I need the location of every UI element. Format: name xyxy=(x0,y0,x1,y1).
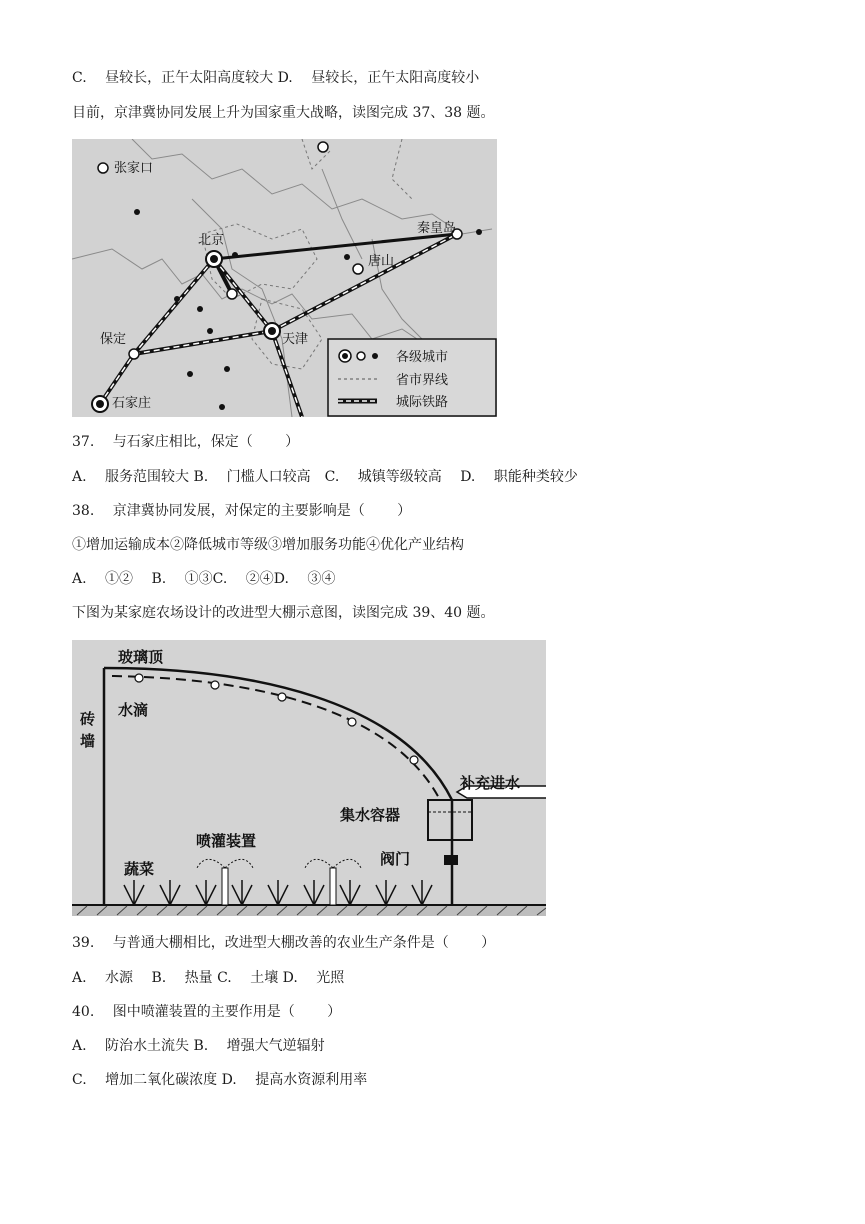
label-baoding: 保定 xyxy=(100,332,127,347)
question-40: 40. 图中喷灌装置的主要作用是（ ） xyxy=(72,1004,342,1020)
label-wall: 墙 xyxy=(80,732,96,750)
legend-railway: 城际铁路 xyxy=(396,395,449,410)
question-37: 37. 与石家庄相比，保定（ ） xyxy=(72,434,300,450)
vegetable-plants xyxy=(124,880,432,905)
greenhouse-diagram xyxy=(72,640,546,916)
label-zhangjiakou: 张家口 xyxy=(114,161,154,176)
options-40-ab: A. 防治水土流失 B. 增强大气逆辐射 xyxy=(72,1038,325,1054)
label-brick: 砖 xyxy=(80,710,96,728)
label-tianjin: 天津 xyxy=(282,332,309,347)
greenhouse-figure xyxy=(72,640,546,916)
options-39: A. 水源 B. 热量 C. 土壤 D. 光照 xyxy=(72,970,345,986)
label-qinhuangdao: 秦皇岛 xyxy=(417,221,457,236)
label-beijing: 北京 xyxy=(198,233,225,248)
label-water-drops: 水滴 xyxy=(118,701,149,719)
jingjinji-map-figure xyxy=(72,139,497,417)
options-38: A. ①② B. ①③C. ②④D. ③④ xyxy=(72,571,336,587)
label-valve: 阀门 xyxy=(380,850,411,868)
label-water-container: 集水容器 xyxy=(340,806,401,824)
label-tangshan: 唐山 xyxy=(368,254,395,269)
option-line-c-d: C. 昼较长，正午太阳高度较大 D. 昼较长，正午太阳高度较小 xyxy=(72,70,480,86)
label-vegetables: 蔬菜 xyxy=(124,860,155,878)
label-sprinkler: 喷灌装置 xyxy=(196,832,257,850)
intro-39-40: 下图为某家庭农场设计的改进型大棚示意图，读图完成 39、40 题。 xyxy=(72,605,495,621)
options-40-cd: C. 增加二氧化碳浓度 D. 提高水资源利用率 xyxy=(72,1072,368,1088)
statements-38: ①增加运输成本②降低城市等级③增加服务功能④优化产业结构 xyxy=(72,537,464,553)
question-39: 39. 与普通大棚相比，改进型大棚改善的农业生产条件是（ ） xyxy=(72,935,496,951)
intro-37-38: 目前，京津冀协同发展上升为国家重大战略，读图完成 37、38 题。 xyxy=(72,105,495,121)
label-water-inlet: 补充进水 xyxy=(460,774,521,792)
valve-icon xyxy=(444,855,458,865)
label-glass-roof: 玻璃顶 xyxy=(118,648,164,666)
jingjinji-map xyxy=(72,139,497,417)
legend-cities: 各级城市 xyxy=(396,350,449,365)
legend-boundary: 省市界线 xyxy=(396,373,449,388)
map-legend xyxy=(328,339,496,416)
label-shijiazhuang: 石家庄 xyxy=(112,396,152,411)
options-37: A. 服务范围较大 B. 门槛人口较高 C. 城镇等级较高 D. 职能种类较少 xyxy=(72,469,578,485)
question-38: 38. 京津冀协同发展，对保定的主要影响是（ ） xyxy=(72,503,412,519)
